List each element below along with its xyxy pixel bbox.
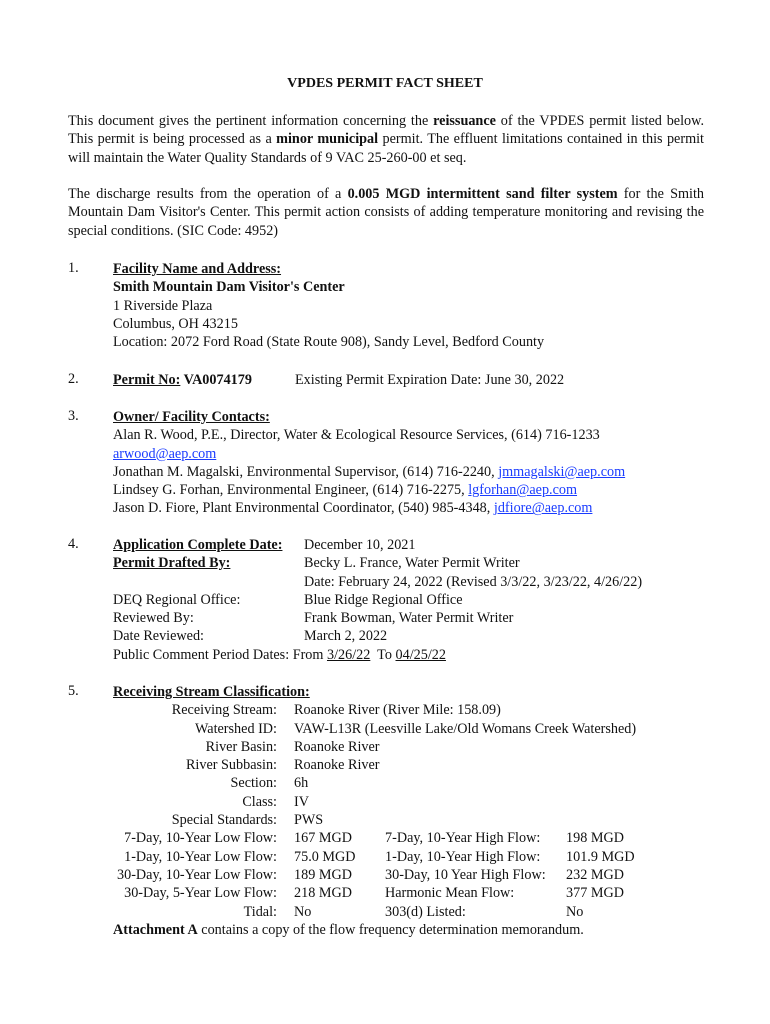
- contact-magalski-email-link[interactable]: jmmagalski@aep.com: [498, 463, 626, 480]
- stream-row-label: Section:: [230, 775, 277, 792]
- section-4-number: 4.: [68, 536, 79, 552]
- contact-wood: Alan R. Wood, P.E., Director, Water & Ecological Resource Services, (614) 716-1233: [113, 427, 600, 444]
- flow-low-value: 218 MGD: [294, 885, 352, 902]
- facility-address-line1: 1 Riverside Plaza: [113, 297, 213, 314]
- facility-heading: Facility Name and Address:: [113, 261, 282, 277]
- date-reviewed-value: March 2, 2022: [304, 628, 388, 645]
- deq-office-label: DEQ Regional Office:: [113, 591, 241, 608]
- section-1-number: 1.: [68, 260, 79, 276]
- stream-row-value: Roanoke River: [294, 757, 380, 774]
- stream-row-value: Roanoke River: [294, 738, 380, 755]
- section-2-number: 2.: [68, 371, 79, 387]
- reviewed-by-label: Reviewed By:: [113, 610, 194, 627]
- flow-row: [113, 884, 713, 902]
- public-comment-period: Public Comment Period Dates: From 3/26/22 To 04/25/22: [113, 646, 446, 663]
- flow-row: [113, 866, 713, 884]
- facility-name: Smith Mountain Dam Visitor's Center: [113, 279, 345, 296]
- flow-low-label: 7-Day, 10-Year Low Flow:: [124, 830, 277, 847]
- stream-row: [113, 738, 713, 756]
- deq-office-value: Blue Ridge Regional Office: [304, 591, 463, 608]
- flow-high-label: 30-Day, 10 Year High Flow:: [385, 866, 546, 883]
- stream-row-value: IV: [294, 793, 309, 810]
- stream-heading: Receiving Stream Classification:: [113, 684, 310, 700]
- flow-high-label: Harmonic Mean Flow:: [385, 885, 515, 902]
- stream-classification-rows: [113, 701, 713, 829]
- stream-row-label: River Subbasin:: [185, 757, 277, 774]
- stream-row-label: Watershed ID:: [195, 720, 277, 737]
- intro-paragraph: This document gives the pertinent information concerning the reissuance of the VPDES permit listed below. This permit is being processed as a minor municipal permit. The effluent limitations contained in this permit will maintain the Water Quality Standards of 9 VAC 25-260-00 et seq.: [68, 113, 705, 166]
- section-permit: [113, 371, 713, 389]
- drafted-by-value: Becky L. France, Water Permit Writer: [304, 555, 520, 572]
- stream-row-value: 6h: [294, 775, 309, 792]
- flow-high-value: 198 MGD: [566, 830, 624, 847]
- facility-location: Location: 2072 Ford Road (State Route 908), Sandy Level, Bedford County: [113, 334, 545, 351]
- flow-low-label: Tidal:: [243, 903, 277, 920]
- flow-high-value: 377 MGD: [566, 885, 624, 902]
- flow-high-value: 101.9 MGD: [566, 848, 635, 865]
- stream-row-label: Class:: [242, 793, 277, 810]
- section-stream: [113, 683, 713, 939]
- flow-high-value: 232 MGD: [566, 866, 624, 883]
- contact-forhan-email-link[interactable]: lgforhan@aep.com: [468, 482, 578, 499]
- stream-row: [113, 701, 713, 719]
- contact-fiore: Jason D. Fiore, Plant Environmental Coordinator, (540) 985-4348, jdfiore@aep.com: [113, 500, 593, 517]
- drafted-by-label: Permit Drafted By:: [113, 555, 231, 572]
- stream-row: [113, 720, 713, 738]
- application-date-label: Application Complete Date:: [113, 537, 283, 553]
- stream-row: [113, 793, 713, 811]
- drafted-date: Date: February 24, 2022 (Revised 3/3/22, 3/23/22, 4/26/22): [304, 573, 643, 590]
- flow-low-value: No: [294, 903, 312, 920]
- flow-row: [113, 848, 713, 866]
- permit-number: Permit No: VA0074179: [113, 372, 252, 388]
- section-facility: [113, 260, 544, 351]
- section-5-number: 5.: [68, 683, 79, 699]
- contact-magalski: Jonathan M. Magalski, Environmental Supervisor, (614) 716-2240, jmmagalski@aep.com: [113, 463, 626, 480]
- stream-row-value: VAW-L13R (Leesville Lake/Old Womans Creek Watershed): [294, 720, 637, 737]
- flow-low-value: 167 MGD: [294, 830, 352, 847]
- stream-row: [113, 811, 713, 829]
- flow-rows: [113, 829, 713, 920]
- flow-row: [113, 829, 713, 847]
- section-3-number: 3.: [68, 408, 79, 424]
- flow-low-value: 75.0 MGD: [294, 848, 356, 865]
- contact-forhan: Lindsey G. Forhan, Environmental Engineer, (614) 716-2275, lgforhan@aep.com: [113, 482, 578, 499]
- section-application: [113, 536, 693, 664]
- flow-high-label: 303(d) Listed:: [385, 903, 466, 920]
- flow-low-label: 1-Day, 10-Year Low Flow:: [124, 848, 277, 865]
- permit-expiration: Existing Permit Expiration Date: June 30, 2022: [295, 372, 565, 388]
- facility-address-line2: Columbus, OH 43215: [113, 315, 238, 332]
- flow-high-label: 7-Day, 10-Year High Flow:: [385, 830, 541, 847]
- discharge-paragraph: The discharge results from the operation of a 0.005 MGD intermittent sand filter system for the Smith Mountain Dam Visitor's Center. This permit action consists of adding temperature monitoring and revising the special conditions. (SIC Code: 4952): [68, 186, 704, 239]
- stream-row-label: Special Standards:: [171, 812, 277, 829]
- flow-high-value: No: [566, 903, 584, 920]
- stream-row-label: Receiving Stream:: [171, 702, 277, 719]
- contacts-heading: Owner/ Facility Contacts:: [113, 409, 270, 425]
- stream-row-value: Roanoke River (River Mile: 158.09): [294, 702, 501, 719]
- contact-wood-email-link[interactable]: arwood@aep.com: [113, 445, 217, 462]
- reviewed-by-value: Frank Bowman, Water Permit Writer: [304, 610, 514, 627]
- stream-row: [113, 756, 713, 774]
- stream-row-value: PWS: [294, 812, 324, 829]
- flow-high-label: 1-Day, 10-Year High Flow:: [385, 848, 541, 865]
- stream-row: [113, 774, 713, 792]
- document-title: VPDES PERMIT FACT SHEET: [287, 76, 483, 91]
- flow-low-label: 30-Day, 5-Year Low Flow:: [124, 885, 277, 902]
- application-date-value: December 10, 2021: [304, 537, 416, 553]
- flow-row: [113, 903, 713, 921]
- date-reviewed-label: Date Reviewed:: [113, 628, 204, 645]
- stream-row-label: River Basin:: [205, 738, 277, 755]
- contact-fiore-email-link[interactable]: jdfiore@aep.com: [493, 500, 593, 517]
- section-contacts: [113, 408, 625, 518]
- flow-low-label: 30-Day, 10-Year Low Flow:: [117, 866, 277, 883]
- flow-low-value: 189 MGD: [294, 866, 352, 883]
- attachment-note: Attachment A contains a copy of the flow frequency determination memorandum.: [113, 921, 584, 938]
